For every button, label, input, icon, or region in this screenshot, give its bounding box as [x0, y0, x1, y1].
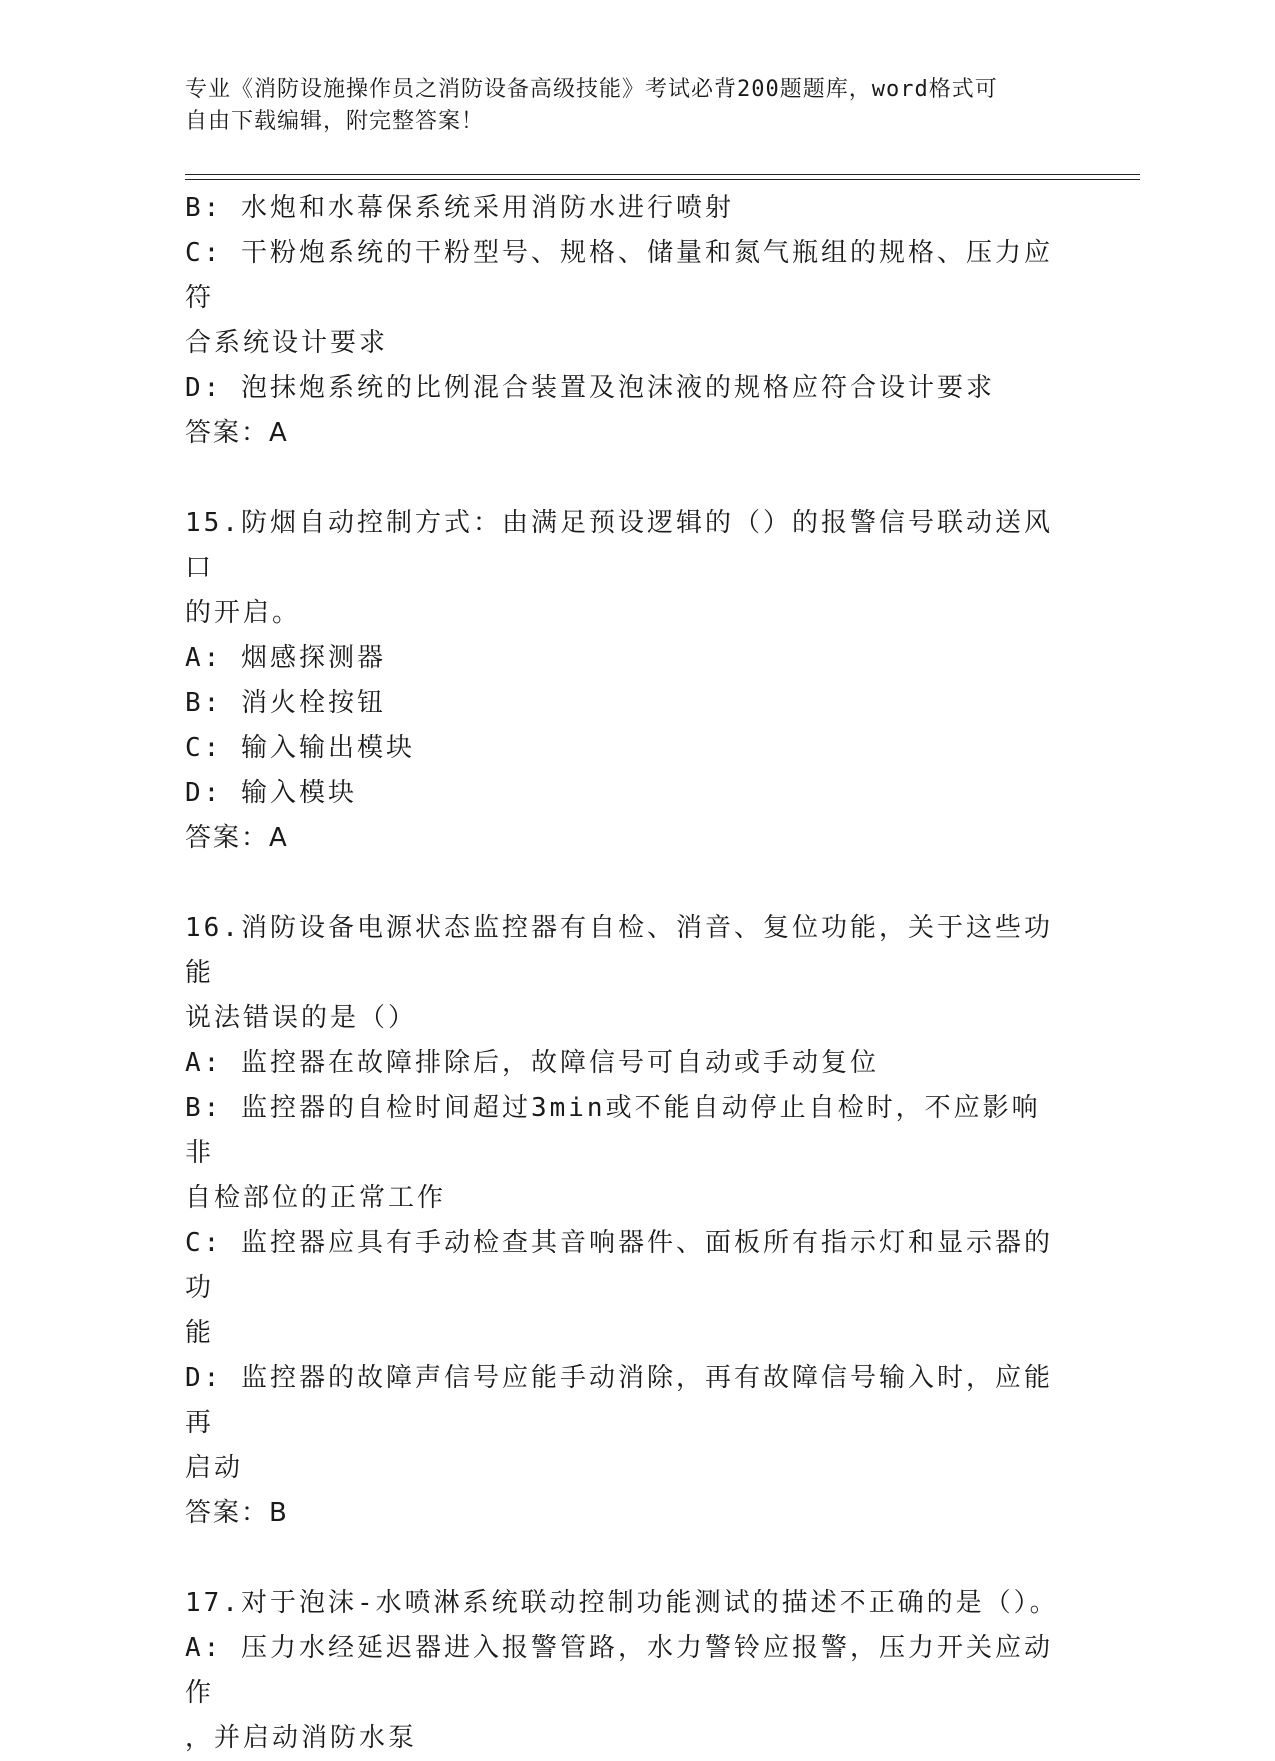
- q16-option-b-line-2: 自检部位的正常工作: [185, 1183, 447, 1213]
- q14-option-c-line-1: C: 干粉炮系统的干粉型号、规格、储量和氮气瓶组的规格、压力应符: [185, 238, 1053, 313]
- q14-answer: 答案：A: [185, 418, 289, 448]
- q16-option-b-line-1: B: 监控器的自检时间超过3min或不能自动停止自检时，不应影响非: [185, 1093, 1041, 1168]
- q15-answer: 答案：A: [185, 823, 289, 853]
- q15-option-b: B: 消火栓按钮: [185, 688, 386, 718]
- q16-answer: 答案：B: [185, 1498, 289, 1528]
- header-line-2: 自由下载编辑，附完整答案！: [185, 109, 485, 134]
- q15-stem-line-1: 15.防烟自动控制方式：由满足预设逻辑的（）的报警信号联动送风口: [185, 508, 1053, 583]
- spacer: [185, 861, 1065, 906]
- q16-option-a: A: 监控器在故障排除后，故障信号可自动或手动复位: [185, 1048, 879, 1078]
- q16-option-d-line-1: D: 监控器的故障声信号应能手动消除，再有故障信号输入时，应能再: [185, 1363, 1053, 1438]
- q15-option-a: A: 烟感探测器: [185, 643, 386, 673]
- q16-option-c-line-1: C: 监控器应具有手动检查其音响器件、面板所有指示灯和显示器的功: [185, 1228, 1053, 1303]
- q14-option-d: D: 泡抹炮系统的比例混合装置及泡沫液的规格应符合设计要求: [185, 373, 995, 403]
- header-line-1: 专业《消防设施操作员之消防设备高级技能》考试必背200题题库，word格式可: [185, 77, 998, 102]
- q17-option-a-line-2: ，并启动消防水泵: [185, 1723, 418, 1753]
- spacer: [185, 456, 1065, 501]
- q16-stem-line-2: 说法错误的是（）: [185, 1003, 418, 1033]
- question-content: [185, 186, 1065, 1761]
- document-header: [185, 74, 1055, 138]
- q17-option-a-line-1: A: 压力水经延迟器进入报警管路，水力警铃应报警，压力开关应动作: [185, 1633, 1053, 1708]
- header-divider-bottom: [185, 179, 1140, 180]
- q16-stem-line-1: 16.消防设备电源状态监控器有自检、消音、复位功能，关于这些功能: [185, 913, 1053, 988]
- q16-option-d-line-2: 启动: [185, 1453, 244, 1483]
- q15-stem-line-2: 的开启。: [185, 598, 302, 628]
- spacer: [185, 1536, 1065, 1581]
- q14-option-c-line-2: 合系统设计要求: [185, 328, 389, 358]
- q15-option-c: C: 输入输出模块: [185, 733, 415, 763]
- q14-option-b: B: 水炮和水幕保系统采用消防水进行喷射: [185, 193, 734, 223]
- q15-option-d: D: 输入模块: [185, 778, 357, 808]
- q17-stem: 17.对于泡沫-水喷淋系统联动控制功能测试的描述不正确的是（）。: [185, 1588, 1059, 1618]
- q16-option-c-line-2: 能: [185, 1318, 215, 1348]
- header-divider-top: [185, 174, 1140, 175]
